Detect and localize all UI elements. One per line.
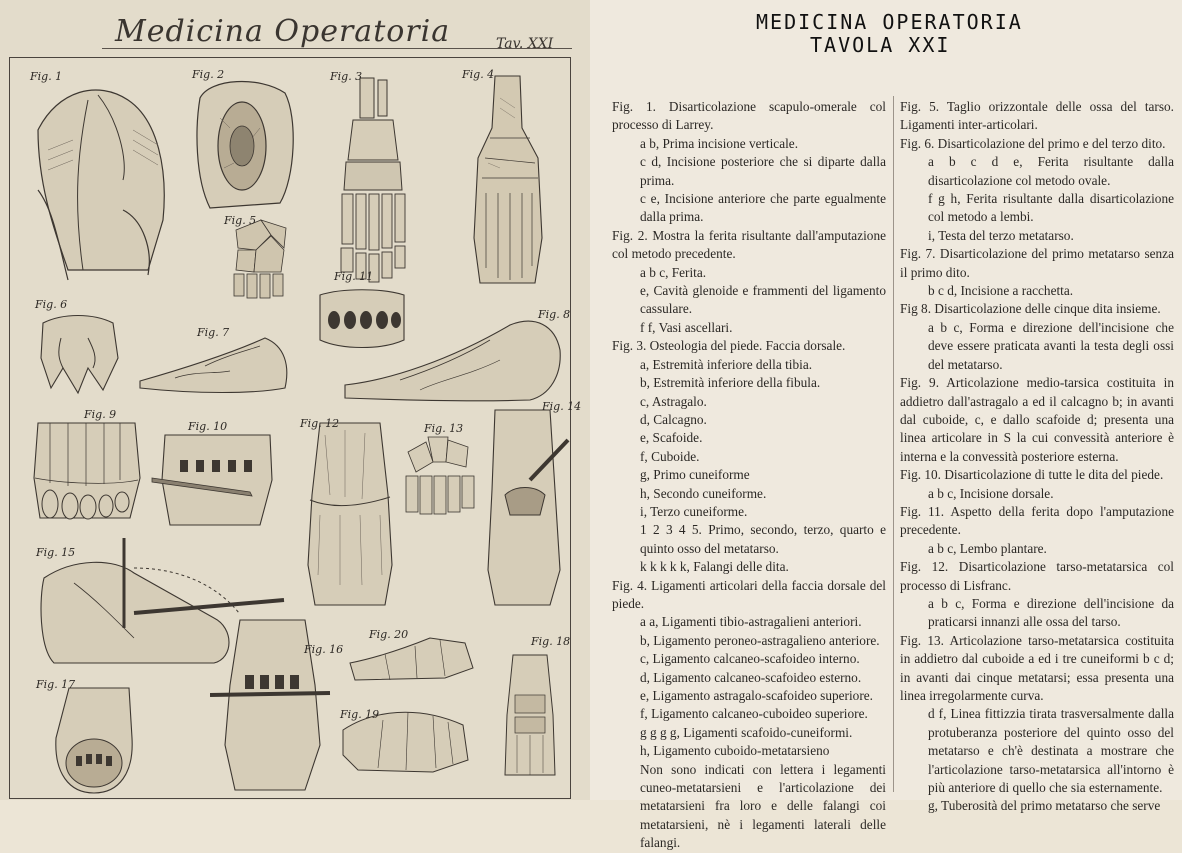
figure-3 <box>328 70 420 292</box>
text-paragraph: Fig. 6. Disarticolazione del primo e del terzo dito. <box>900 135 1166 151</box>
text-paragraph: Fig. 5. Taglio orizzontale delle ossa del tarso. Ligamenti inter-articolari. <box>900 99 1174 133</box>
text-paragraph: a a, Ligamenti tibio-astragalieni anteriori. <box>640 614 862 630</box>
text-paragraph: a b c d e, Ferita risultante dalla disarticolazione col metodo ovale. <box>928 154 1174 188</box>
text-paragraph: h, Secondo cuneiforme. <box>640 485 767 501</box>
figure-14-drawing <box>480 400 570 610</box>
text-paragraph: f f, Vasi ascellari. <box>640 319 733 335</box>
figure-13 <box>398 422 480 517</box>
figure-4-drawing <box>460 68 560 298</box>
handwritten-title: MEDICINA OPERATORIA <box>756 10 1023 34</box>
text-paragraph: c, Ligamento calcaneo-scafoideo interno. <box>640 651 860 667</box>
figure-5 <box>226 210 296 300</box>
figure-18 <box>495 635 571 785</box>
figure-16-drawing <box>210 615 340 795</box>
figure-20-label: Fig. 20 <box>369 628 409 641</box>
text-paragraph: g, Tuberosità del primo metatarso che serve <box>928 798 1161 814</box>
text-paragraph: d, Calcagno. <box>640 411 707 427</box>
text-paragraph: d, Ligamento calcaneo-scafoideo esterno. <box>640 669 862 685</box>
text-paragraph: f g h, Ferita risultante dalla disarticolazione col metodo a lembi. <box>928 191 1174 225</box>
text-paragraph: Fig. 4. Ligamenti articolari della faccia dorsale del piede. <box>612 577 886 611</box>
text-paragraph: c e, Incisione anteriore che parte egualmente dalla prima. <box>640 191 886 225</box>
figure-1-label: Fig. 1 <box>30 70 63 83</box>
engraved-plate <box>0 0 590 800</box>
figure-13-label: Fig. 13 <box>424 422 464 435</box>
figure-17 <box>34 678 144 796</box>
figure-15-label: Fig. 15 <box>36 546 76 559</box>
figure-4 <box>460 68 560 298</box>
figure-2 <box>190 68 300 218</box>
text-paragraph: Fig. 13. Articolazione tarso-metatarsica costituita in addietro dal cuboide a ed i tre cuneiformi b c d; in avanti dai cinque metatarsi; essa presenta una linea irregolarmente curva. <box>900 632 1174 703</box>
text-paragraph: Fig. 7. Disarticolazione del primo metatarso senza il primo dito. <box>900 246 1174 280</box>
text-paragraph: c d, Incisione posteriore che si diparte dalla prima. <box>640 154 886 188</box>
plate-title: Medicina Operatoria <box>115 14 451 49</box>
figure-16-label: Fig. 16 <box>304 643 344 656</box>
text-paragraph: Fig. 12. Disarticolazione tarso-metatarsica col processo di Lisfranc. <box>900 559 1174 593</box>
figure-6-label: Fig. 6 <box>35 298 68 311</box>
text-paragraph: Fig. 10. Disarticolazione di tutte le dita del piede. <box>900 467 1164 483</box>
text-paragraph: Fig. 1. Disarticolazione scapulo-omerale col processo di Larrey. <box>612 99 886 133</box>
text-paragraph: f, Cuboide. <box>640 448 700 464</box>
text-paragraph: f, Ligamento calcaneo-cuboideo superiore. <box>640 706 868 722</box>
text-paragraph: Fig. 9. Articolazione medio-tarsica costituita in addietro dall'astragalo a ed il calcagno b; in avanti dal cuboide, c, e dallo scafoide d; presenta una linea articolare in S la cui convessità anteriore è interna e la convessità posteriore esterna. <box>900 375 1174 464</box>
figure-19-drawing <box>338 690 478 780</box>
text-paragraph: 1 2 3 4 5. Primo, secondo, terzo, quarto e quinto osso del metatarso. <box>640 522 886 556</box>
text-paragraph: Fig. 2. Mostra la ferita risultante dall'amputazione col metodo precedente. <box>612 227 886 262</box>
figure-3-label: Fig. 3 <box>330 70 363 83</box>
text-paragraph: i, Testa del terzo metatarso. <box>928 227 1074 243</box>
text-paragraph: Fig. 11. Aspetto della ferita dopo l'amputazione precedente. <box>900 503 1174 538</box>
figure-7 <box>135 326 295 401</box>
figure-12-label: Fig. 12 <box>300 417 340 430</box>
figure-14 <box>480 400 582 610</box>
text-paragraph: a b c, Lembo plantare. <box>928 540 1047 556</box>
figure-11-label: Fig. 11 <box>334 270 374 283</box>
text-paragraph: a b c, Incisione dorsale. <box>928 485 1054 501</box>
text-paragraph: g g g g, Ligamenti scafoido-cuneiformi. <box>640 724 853 740</box>
plate-table-number: Tav. XXI <box>496 36 554 52</box>
text-paragraph: h, Ligamento cuboido-metatarsieno <box>640 743 830 759</box>
figure-20-drawing <box>345 608 480 688</box>
right-text-column <box>900 98 1174 816</box>
figure-18-label: Fig. 18 <box>531 635 571 648</box>
figure-9-drawing <box>30 408 145 528</box>
column-divider <box>893 96 894 792</box>
figure-19 <box>338 690 478 780</box>
text-paragraph: a b c, Forma e direzione dell'incisione che deve essere praticata avanti la testa degli ossi del metatarso. <box>928 319 1174 372</box>
figure-10-label: Fig. 10 <box>188 420 228 433</box>
text-paragraph: a b c, Ferita. <box>640 264 707 280</box>
figure-6-drawing <box>33 298 128 398</box>
figure-19-label: Fig. 19 <box>340 708 380 721</box>
plate-title-rule <box>102 48 572 49</box>
text-paragraph: c, Astragalo. <box>640 393 707 409</box>
text-paragraph: e, Scafoide. <box>640 430 703 446</box>
text-paragraph: Non sono indicati con lettera i legamenti cuneo-metatarsieni e l'articolazione dei metatarsieni fra loro e delle falangi coi metatarsieni, nè i legamenti laterali delle falangi. <box>640 761 886 851</box>
figure-20 <box>345 608 480 688</box>
text-paragraph: b, Ligamento peroneo-astragalieno anteriore. <box>640 632 880 648</box>
figure-13-drawing <box>398 422 480 517</box>
figure-10-drawing <box>150 420 285 530</box>
figure-10 <box>150 420 285 530</box>
text-paragraph: Fig. 3. Osteologia del piede. Faccia dorsale. <box>612 338 846 354</box>
figure-14-label: Fig. 14 <box>542 400 582 413</box>
left-text-column <box>612 98 886 853</box>
figure-7-label: Fig. 7 <box>197 326 230 339</box>
text-paragraph: d f, Linea fittizzia tirata trasversalmente dalla protuberanza posteriore del quinto osso del metatarso e ch'è destinata a mostrare che l'articolazione tarso-metatarsica all'intorno è più anteriore di quello che sia esternamente. <box>928 706 1174 796</box>
text-paragraph: k k k k k, Falangi delle dita. <box>640 559 789 575</box>
figure-17-label: Fig. 17 <box>36 678 76 691</box>
text-paragraph: i, Terzo cuneiforme. <box>640 503 748 519</box>
text-paragraph: b c d, Incisione a racchetta. <box>928 283 1074 299</box>
text-paragraph: g, Primo cuneiforme <box>640 467 750 483</box>
figure-2-drawing <box>190 68 300 218</box>
text-paragraph: a, Estremità inferiore della tibia. <box>640 356 813 372</box>
text-paragraph: e, Ligamento astragalo-scafoideo superiore. <box>640 688 873 703</box>
figure-1-drawing <box>28 70 183 285</box>
figure-3-drawing <box>328 70 420 292</box>
text-paragraph: b, Estremità inferiore della fibula. <box>640 375 821 391</box>
text-paragraph: a b, Prima incisione verticale. <box>640 135 799 151</box>
figure-1 <box>28 70 183 285</box>
text-paragraph: e, Cavità glenoide e frammenti del ligamento cassulare. <box>640 283 886 317</box>
figure-6 <box>33 298 128 398</box>
figure-11 <box>312 270 412 355</box>
figure-9-label: Fig. 9 <box>84 408 117 421</box>
figure-8-label: Fig. 8 <box>538 308 571 321</box>
text-paragraph: a b c, Forma e direzione dell'incisione da praticarsi innanzi alle ossa del tarso. <box>928 595 1174 630</box>
figure-5-label: Fig. 5 <box>224 214 257 227</box>
figure-16 <box>210 615 344 795</box>
text-paragraph: Fig 8. Disarticolazione delle cinque dita insieme. <box>900 301 1161 317</box>
figure-4-label: Fig. 4 <box>462 68 495 81</box>
figure-9 <box>30 408 145 528</box>
figure-2-label: Fig. 2 <box>192 68 225 81</box>
figure-17-drawing <box>34 678 144 796</box>
figure-18-drawing <box>495 635 565 785</box>
handwritten-subtitle: TAVOLA XXI <box>810 33 951 57</box>
